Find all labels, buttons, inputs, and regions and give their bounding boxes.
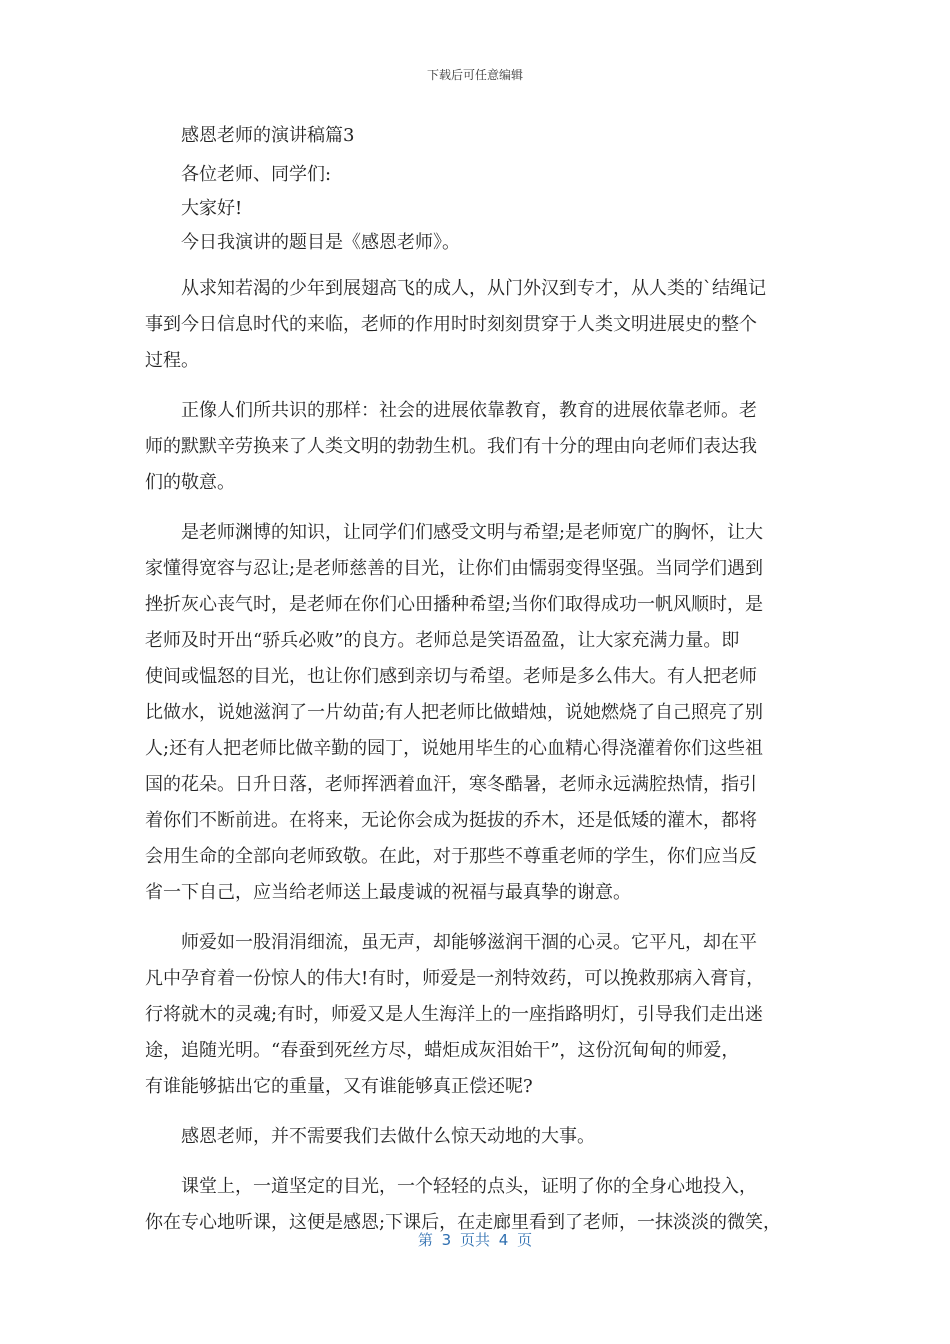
paragraph-line: 省一下自己，应当给老师送上最虔诚的祝福与最真挚的谢意。 [145,882,631,903]
paragraph-line: 事到今日信息时代的来临，老师的作用时时刻刻贯穿于人类文明进展史的整个 [145,314,757,335]
page-footer: 第 3 页共 4 页 [417,1231,533,1249]
paragraph-line: 着你们不断前进。在将来，无论你会成为挺拔的乔木，还是低矮的灌木，都将 [145,810,757,831]
paragraph-line: 师的默默辛劳换来了人类文明的勃勃生机。我们有十分的理由向老师们表达我 [145,436,757,457]
paragraph-1 [145,271,810,379]
paragraph-4 [145,925,810,1105]
paragraph-line: 会用生命的全部向老师致敬。在此，对于那些不尊重老师的学生，你们应当反 [145,846,757,867]
intro: 今日我演讲的题目是《感恩老师》。 [181,232,460,253]
paragraph-line: 从求知若渴的少年到展翅高飞的成人，从门外汉到专才，从人类的`结绳记 [181,278,766,299]
document-title: 感恩老师的演讲稿篇3 [181,125,355,146]
salutation: 各位老师、同学们: [181,164,332,185]
paragraph-line: 途，追随光明。“春蚕到死丝方尽，蜡炬成灰泪始干”，这份沉甸甸的师爱， [145,1040,740,1061]
paragraph-line: 人;还有人把老师比做辛勤的园丁，说她用毕生的心血精心得浇灌着你们这些祖 [145,738,764,759]
paragraph-2 [145,393,810,501]
paragraph-line: 是老师渊博的知识，让同学们们感受文明与希望;是老师宽广的胸怀，让大 [181,522,764,543]
paragraph-line: 国的花朵。日升日落，老师挥洒着血汗，寒冬酷暑，老师永远满腔热情，指引 [145,774,757,795]
paragraph-line: 课堂上，一道坚定的目光，一个轻轻的点头，证明了你的全身心地投入， [181,1176,757,1197]
paragraph-line: 正像人们所共识的那样：社会的进展依靠教育，教育的进展依靠老师。老 [181,400,757,421]
paragraph-line: 过程。 [145,350,199,371]
paragraph-line: 挫折灰心丧气时，是老师在你们心田播种希望;当你们取得成功一帆风顺时，是 [145,594,764,615]
document-body [145,124,810,1255]
paragraph-line: 家懂得宽容与忍让;是老师慈善的目光，让你们由懦弱变得坚强。当同学们遇到 [145,558,764,579]
paragraph-line: 感恩老师，并不需要我们去做什么惊天动地的大事。 [181,1126,595,1147]
paragraph-line: 有谁能够掂出它的重量，又有谁能够真正偿还呢? [145,1076,533,1097]
paragraph-line: 使间或愠怒的目光，也让你们感到亲切与希望。老师是多么伟大。有人把老师 [145,666,757,687]
paragraph-5 [145,1119,810,1155]
paragraph-line: 们的敬意。 [145,472,235,493]
paragraph-line: 行将就木的灵魂;有时，师爱又是人生海洋上的一座指路明灯，引导我们走出迷 [145,1004,764,1025]
greeting: 大家好! [181,198,243,219]
paragraph-line: 老师及时开出“骄兵必败”的良方。老师总是笑语盈盈，让大家充满力量。即 [145,630,740,651]
paragraph-line: 凡中孕育着一份惊人的伟大!有时，师爱是一剂特效药，可以挽救那病入膏肓， [145,968,765,989]
page-header: 下载后可任意编辑 [426,68,523,82]
paragraph-line: 师爱如一股涓涓细流，虽无声，却能够滋润干涸的心灵。它平凡，却在平 [181,932,757,953]
paragraph-line: 你在专心地听课，这便是感恩;下课后，在走廊里看到了老师，一抹淡淡的微笑， [145,1212,782,1233]
paragraph-3 [145,515,810,911]
paragraph-line: 比做水，说她滋润了一片幼苗;有人把老师比做蜡烛，说她燃烧了自己照亮了别 [145,702,764,723]
